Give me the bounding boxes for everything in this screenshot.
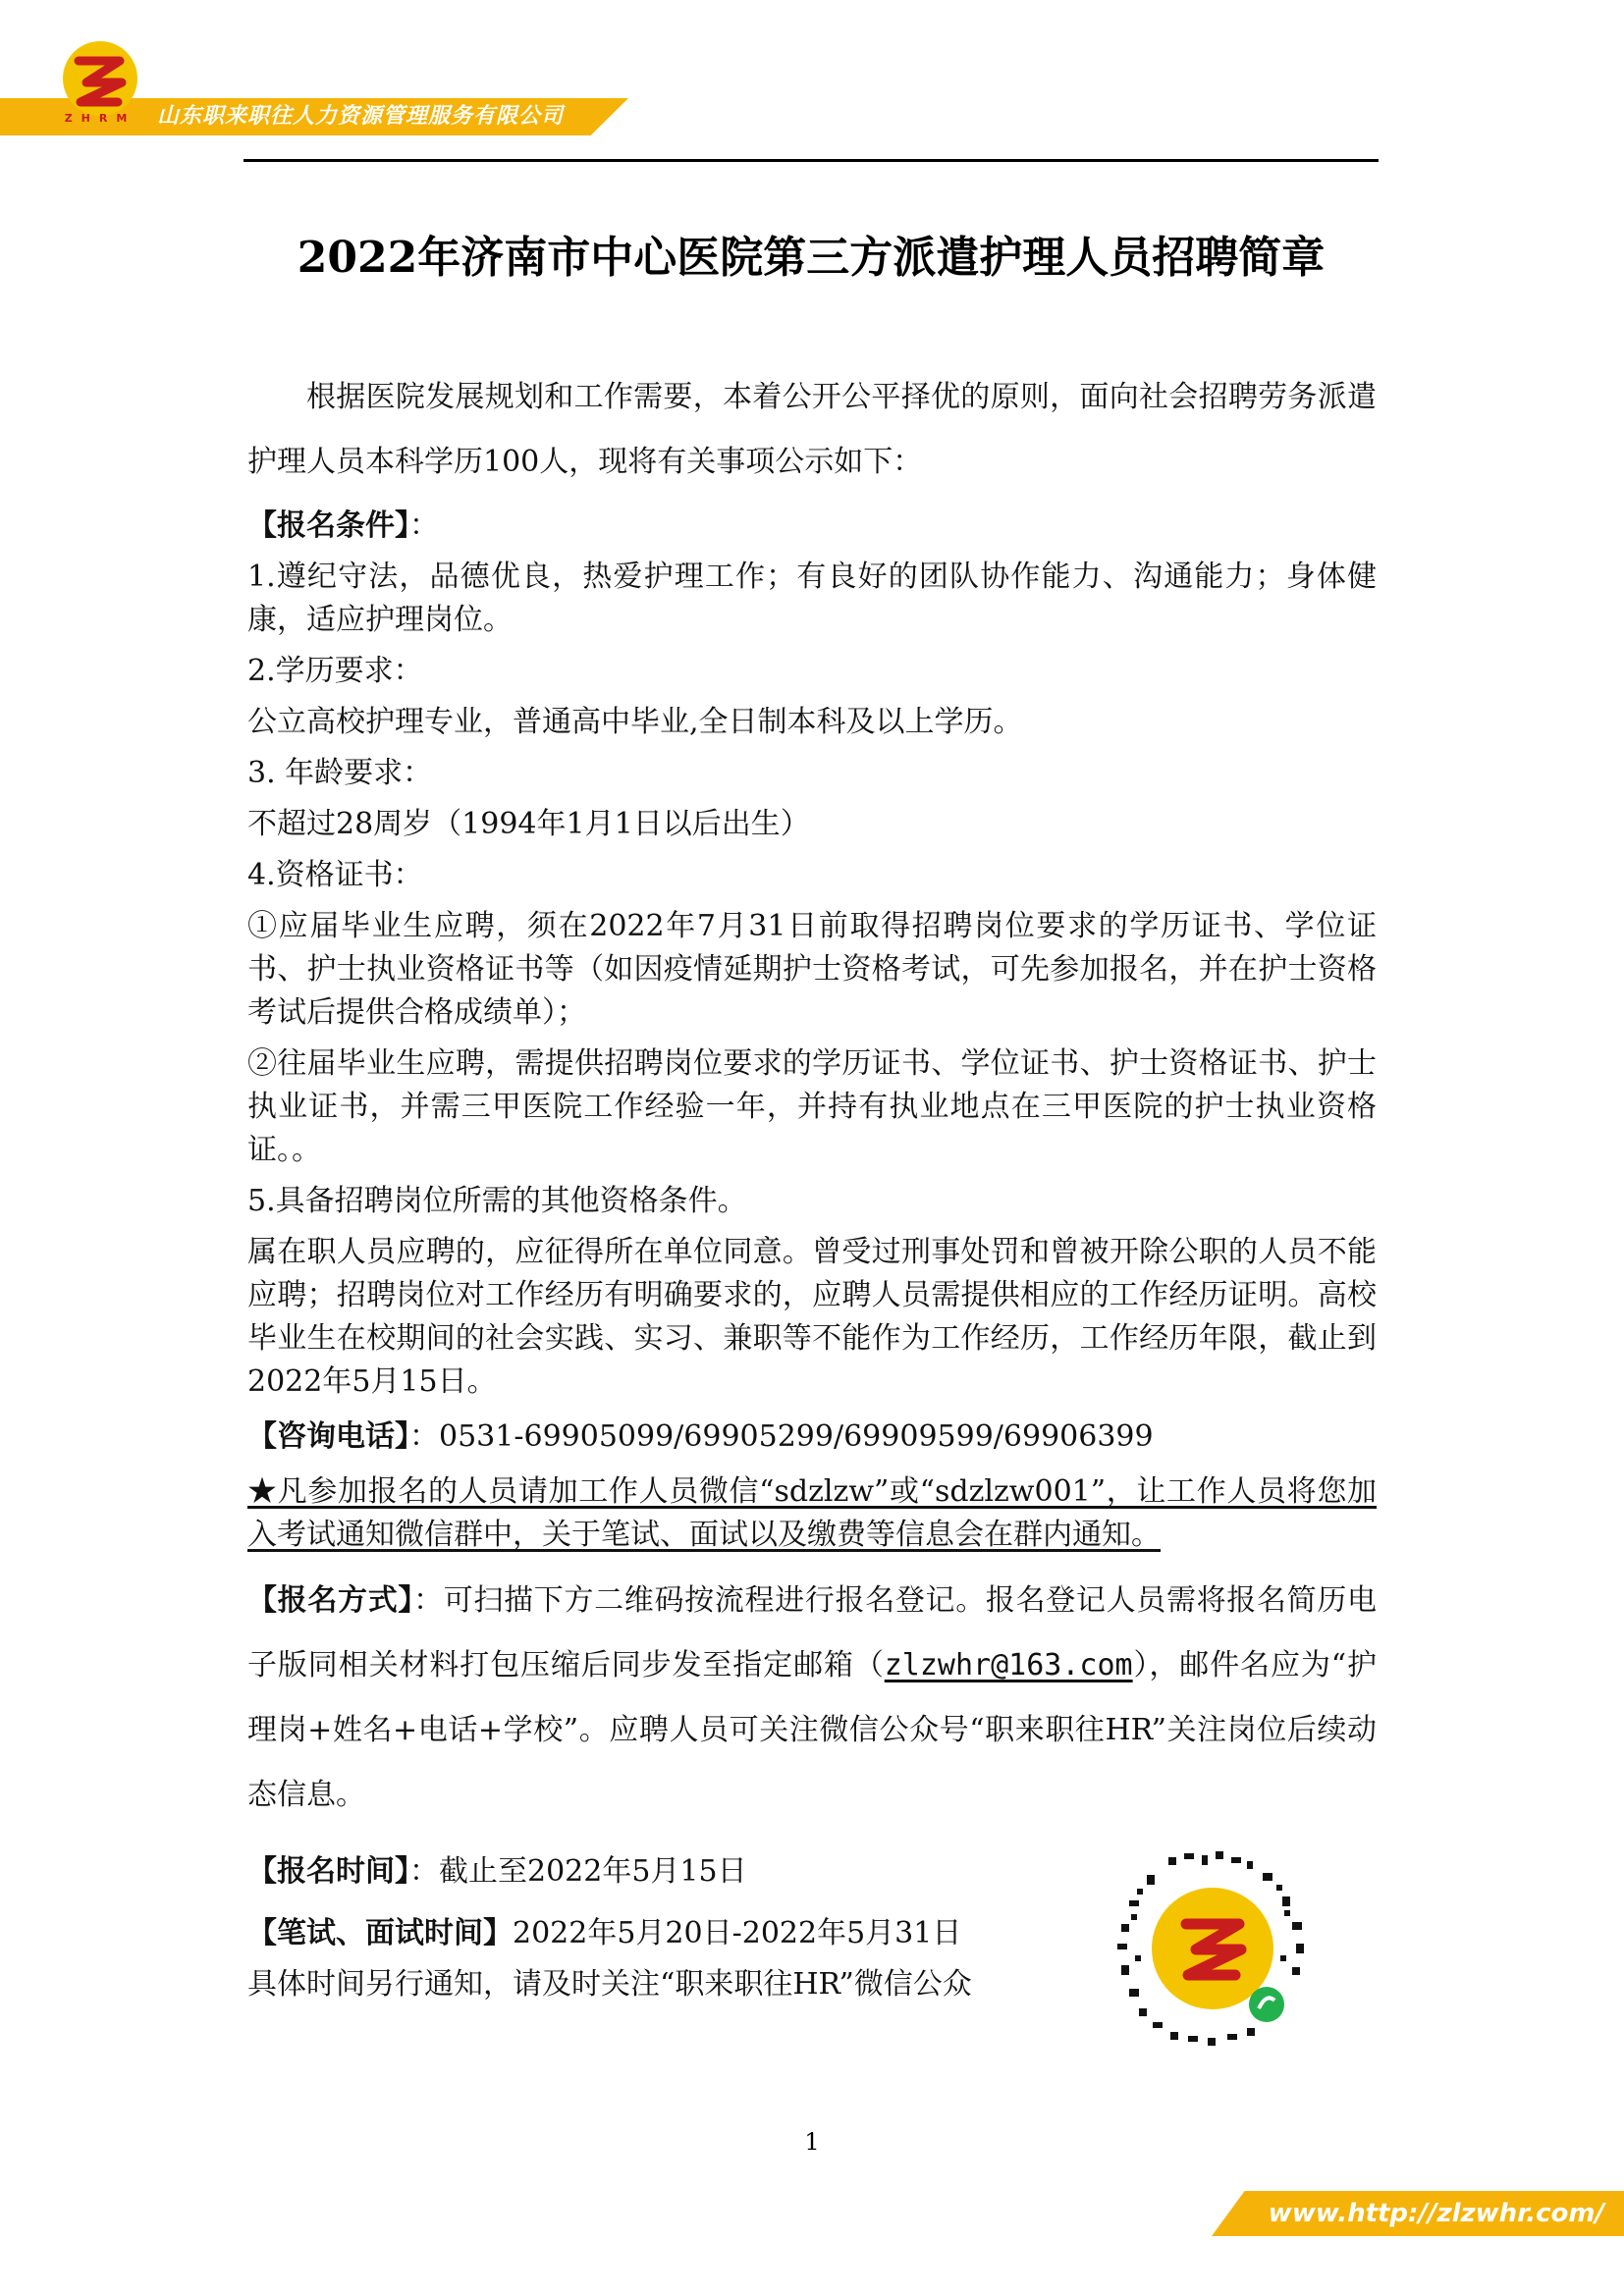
condition-item-5-label: 5.具备招聘岗位所需的其他资格条件。: [247, 1184, 747, 1218]
condition-item-2-label: 2.学历要求：: [247, 654, 423, 688]
intro-paragraph: 根据医院发展规划和工作需要，本着公开公平择优的原则，面向社会招聘劳务派遣护理人员本科学历100人，现将有关事项公示如下：: [247, 380, 1377, 479]
company-logo-icon: [57, 37, 143, 124]
document-body: [247, 365, 1377, 2006]
consult-line: [247, 1415, 1377, 1459]
header-rule: [244, 159, 1379, 162]
condition-item-4b: ②往届毕业生应聘，需提供招聘岗位要求的学历证书、学位证书、护士资格证书、护士执业证书，并需三甲医院工作经验一年，并持有执业地点在三甲医院的护士执业资格证。。: [247, 1046, 1377, 1167]
condition-item-4-label: 4.资格证书：: [247, 858, 423, 892]
method-paragraph: [247, 1569, 1377, 1828]
footer-website-link[interactable]: www.http://zlzwhr.com/: [1268, 2199, 1604, 2228]
condition-item-3-label: 3. 年龄要求：: [247, 756, 433, 790]
condition-item-5-text: 属在职人员应聘的，应征得所在单位同意。曾受过刑事处罚和曾被开除公职的人员不能应聘；招聘岗位对工作经历有明确要求的，应聘人员需提供相应的工作经历证明。高校毕业生在校期间的社会实践、实习、兼职等不能作为工作经历，工作经历年限，截止到2022年5月15日。: [247, 1235, 1377, 1399]
conditions-heading-line: [247, 505, 1377, 548]
exam-time-heading: 【笔试、面试时间】: [247, 1916, 513, 1950]
wechat-notice: ★凡参加报名的人员请加工作人员微信“sdzlzw”或“sdzlzw001”，让工作人员将您加入考试通知微信群中，关于笔试、面试以及缴费等信息会在群内通知。: [247, 1474, 1377, 1552]
reg-time-text: ：截止至2022年5月15日: [409, 1854, 747, 1889]
conditions-heading-suffix: ：: [409, 508, 439, 543]
exam-time-line: [247, 1912, 1082, 1955]
condition-item-1: 1.遵纪守法，品德优良，热爱护理工作；有良好的团队协作能力、沟通能力；身体健康，适应护理岗位。: [247, 560, 1377, 637]
consult-heading: 【咨询电话】: [247, 1419, 409, 1454]
method-text-before: ：可扫描下方二维码按流程进行报名登记。报名登记人员需将报名简历电子版同相关材料打包压缩后同步发至指定邮箱（: [247, 1583, 1378, 1682]
consult-phones: ：0531-69905099/69905299/69909599/69906399: [409, 1419, 1154, 1454]
registration-qr-code-icon[interactable]: [1110, 1845, 1316, 2052]
condition-item-4a: ①应届毕业生应聘，须在2022年7月31日前取得招聘岗位要求的学历证书、学位证书、护士执业资格证书等（如因疫情延期护士资格考试，可先参加报名，并在护士资格考试后提供合格成绩单）；: [247, 909, 1377, 1030]
conditions-heading: 【报名条件】: [247, 508, 409, 543]
page-number: 1: [804, 2128, 820, 2156]
method-text-after: ），邮件名应为“护理岗+姓名+电话+学校”。应聘人员可关注微信公众号“职来职往HR”关注岗位后续动态信息。: [247, 1648, 1377, 1812]
contact-email-link[interactable]: zlzwhr@163.com: [884, 1648, 1133, 1682]
exam-time-note: 具体时间另行通知，请及时关注“职来职往HR”微信公众: [247, 1967, 972, 2002]
reg-time-heading: 【报名时间】: [247, 1854, 409, 1889]
header-company-name: 山东职来职往人力资源管理服务有限公司: [157, 104, 565, 129]
condition-item-2-text: 公立高校护理专业，普通高中毕业,全日制本科及以上学历。: [247, 705, 1023, 739]
method-heading: 【报名方式】: [247, 1583, 414, 1618]
logo-letters: ZHRM: [64, 112, 136, 125]
exam-time-text: 2022年5月20日-2022年5月31日: [513, 1916, 962, 1950]
page-title: 2022年济南市中心医院第三方派遣护理人员招聘简章: [297, 233, 1326, 283]
condition-item-3-text: 不超过28周岁（1994年1月1日以后出生）: [247, 807, 810, 841]
